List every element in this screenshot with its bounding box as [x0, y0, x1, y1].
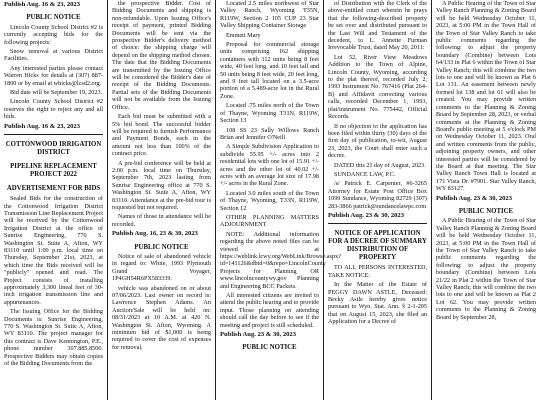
notice-paragraph: A Public Hearing of the Town of Star Valley Ranch Planning & Zoning Board will be held Wednesday October 11, 2023, at 5:00 PM in the Town Hall of the Town of Star Valley Ranch to take public comments regarding the following: to adjust the property boundary (Combine) between Lots 21/22 in Plat 2 within the Town of Star Valley Ranch; this will combine the two lots to one and will be known as Plat 2 Lot 62. You may provide written comments to the Planning & Zoning Board by September 28,: [436, 217, 536, 321]
publish-line: Publish Aug. 16 & 23, 2023: [4, 122, 81, 130]
column-2: [108, 0, 216, 400]
notice-paragraph: A Simple Subdivision Application to subdivide 55.95 +/- acres into 2 residential lots with one lot of 15.91 +/- acres and the other lot of 40.02 +/- acres with an average lot size of 17.98 +/- acres in the Rural Zone.: [220, 143, 319, 188]
section-heading: NOTICE OF APPLICATION FOR A DECREE OF SUMMARY DISTRIBUTION OF PROPERTY: [328, 230, 427, 262]
notice-paragraph: OTHER PLANNING MATTERS ADJOURNMENT: [220, 213, 319, 229]
notice-heading: PUBLIC NOTICE: [134, 243, 189, 251]
notice-paragraph: Lincoln County School District #2 is currently accepting bids for the following projects:: [4, 23, 103, 46]
column-3: [216, 0, 341, 400]
notice-paragraph: Proposal for commercial storage units comprising 162 shipping containers with 112 units being 8 feet wide, 40 feet long, and 10 feet tall and 50 units being 8 feet wide, 20 feet long, and 9 feet tall located on a 3.5-acre portion of a 5.489-acre lot in the Rural Zone.: [220, 41, 319, 100]
notice-paragraph: 108 SS 23 Sally Willows Ranch Brian and Jennifer O'Neill: [220, 126, 319, 141]
notice-paragraph: Snow removal at various District Facilities.: [4, 48, 103, 63]
notice-heading: PUBLIC NOTICE: [26, 14, 81, 22]
notice-paragraph: All interested citizens are invited to attend the public hearing and to provide input. Those planning on attending should call the day before to see if the meeting and project is still scheduled.: [220, 292, 319, 329]
publish-line: Publish Aug. 23 & 30, 2023: [328, 211, 405, 219]
publish-line: Publish Aug. 16, 23 & 30, 2023: [112, 230, 198, 238]
divider: [328, 223, 427, 224]
notice-paragraph: In the Matter of the Estate of PEGGY DAWN ASTLE, Deceased: Becky Astle hereby gives notice pursuant to Wyo. Stat. Ann. § 2-1-205 that on August 15, 2023, she filed an Application for a Decree of: [328, 281, 427, 326]
notice-paragraph: Located 2.5 miles northwest of Star Valley Ranch, Wyoming T35N, R119W, Section 2 105 CUP 23 Star Valley Shipping Container Storage: [220, 0, 319, 30]
notice-paragraph: Bid date will be September 19, 2023.: [10, 89, 103, 97]
column-1: [0, 0, 108, 400]
notice-paragraph: The Issuing Office for the Bidding Documents is: Sunrise Engineering, 770 S. Washington St. Suite A, Afton, WY 83110. The project manager for this contract is Dave Kennington, P.E., phone number 307.885.8500. Prospective Bidders may obtain copies of the Bidding Documents from the: [4, 308, 103, 368]
notice-paragraph: NOTE: Additional information regarding the above noted files can be viewed at https://weblink.lcwy.org/WebLink/Browse.aspx?id=141126&dbid=0&repo=LincolnCounty Projects for Planning OR www.lincolncountywy.gov Planning and Engineering BCC Packets.: [220, 230, 341, 290]
notice-paragraph: /s/ Patrick E. Carpenter, #6-3265 Attorney for Estate Post Office Box 1099 Sundance, Wyoming 82729 (307) 283-3866 patrick@sundancelawpc.com: [328, 180, 427, 210]
notice-paragraph: DATED this 21 day of August, 2023.: [334, 161, 426, 169]
column-4: [324, 0, 432, 400]
notice-paragraph: Each bid must be submitted with a 5% bid bond. The successful bidder will be required to furnish Performance and Payment Bonds, each in the amount not less than 100% of the contract price.: [112, 113, 211, 158]
notice-paragraph: A Public Hearing of the Town of Star Valley Ranch Planning & Zoning Board will be held Wednesday October 11, 2023, at 5:00 PM in the Town Hall of the Town of Star Valley Ranch to take public comments regarding the following: to adjust the property boundary (Combine) between Lots 64/133 in Plat 6 within the Town of Star Valley Ranch; this will combine the two lots to one and will be known as Plat 6 Lot 131. An easement between newly formed lot 138 and lot 61 will also be created. You may provide written comments to the Planning & Zoning Board by September 28, 2023, or verbal comments at the Planning & Zoning Board's public meeting at 5 o'clock PM on Wednesday October 11, 2023. Oral and written comments from the public, adjoining property owners, and other interested parties will be considered by the Board at that meeting. The Star Valley Ranch Town Hall is located at 171 Vista Dr. #7901. Star Valley Ranch, WY 83127.: [436, 0, 536, 193]
notice-paragraph: Lincoln County School District #2 reserves the right to reject any and all bids.: [4, 98, 103, 121]
notice-paragraph: A pre-bid conference will be held at 2:00 p.m. local time on Thursday, September 7th, 2023 lasting from Sunrise Engineering office at 770 S. Washington St. Suite A, Afton, WY 83110. Attendance at the pre-bid tour is requested but not required.: [112, 159, 211, 211]
column-5: [432, 0, 540, 400]
notice-paragraph: TO ALL PERSONS INTERESTED, TAKE NOTICE:: [328, 264, 427, 279]
notice-paragraph: Emmett Mary: [226, 31, 261, 39]
notice-heading: PUBLIC NOTICE: [242, 344, 297, 352]
publish-line: Publish Aug. 23 & 30, 2023: [220, 331, 297, 339]
notice-paragraph: Located 3.0 miles south of the Town of Thayne, Wyoming, T33N, R119W, Section 12: [220, 189, 319, 212]
publish-line: Publish Aug. 16 & 23, 2023: [4, 1, 81, 8]
notice-paragraph: Notice of sale of abandoned vehicle in regard to: White, 1993 Plymouth Grand Voyager, 1P4GH54R6PX583339.: [112, 253, 211, 283]
notice-paragraph: Any interested parties please contact Warren Hicks for details at (307) 887-1800 or by email at whicks@lcsd2.org.: [4, 64, 103, 87]
notice-paragraph: Lot 52, River View Meadows Addition to the Town of Alpine, Lincoln County, Wyoming, according to the plat thereof, recorded July 2, 1993 Instrument No. 767416 (Plat 264-B) and Affidavit correcting various calls, recorded December 1, 1993, plat/instrument No. 775442, Official Records.: [328, 53, 427, 121]
section-heading: ADVERTISEMENT FOR BIDS: [6, 185, 101, 193]
notice-paragraph: the prospective Bidder. Cost of Bidding Documents and shipping is non-refundable. Upon Issuing Office's receipt of payment, printed Bidding Documents will be sent via the prospective Bidder's delivery method of choice: the shipping charge will depend on the shipping method chosen. The date that the Bidding Documents are transmitted by the Issuing Office will be considered the Bidder's date of receipt of the Bidding Documents. Partial sets of the Bidding Documents will not be available from the Issuing Office.: [112, 0, 211, 111]
notice-paragraph: If no objection to the application has been filed within thirty (30) days of the first day of publication, to-wit, August 23, 2023, the Court shall enter such a decree.: [328, 122, 427, 160]
notice-paragraph: of Distribution with the Clerk of the above-entitled court wherein he prays that the following-described property be set over and distributed pursuant to the Last Will and Testament of the decedent, to L. Annette Furman Irrevocable Trust, dated May 20, 2011:: [328, 0, 427, 52]
section-heading: PIPELINE REPLACEMENT PROJECT 2022: [10, 163, 97, 179]
notice-paragraph: Sealed Bids for the construction of the Cottonwood Irrigation District Transmission Line Replacement Project will be received by the Cottonwood Irrigation District at the office of Sunrise Engineering, 770 S. Washington St. Suite A, Afton, WY 83110 until 1:00 p.m. local time on Thursday, September 21st, 2023, at which time the Bids received will be "publicly" opened and read. The Project consists of installing approximately 3,300 lineal feet of 30-inch irrigation transmission line and appurtenances.: [4, 195, 103, 306]
divider: [4, 134, 103, 135]
notice-heading: PUBLIC NOTICE: [458, 207, 514, 215]
notice-paragraph: SUNDANCE LAW, P.C.: [334, 170, 396, 178]
notice-paragraph: Names of those in attendance will be recorded.: [112, 213, 211, 228]
notice-paragraph: vehicle was abandoned on or about 07/06/2023. Last owner on record is: Lawrence Stephen Adams. An Auction/Sale will be held on: 08/31/2023 at 10 A.M. at 420 N. Washington St. Afton, Wyoming. A minimum bid of $1,000 is being required to cover the cost of expenses for removal,: [112, 284, 211, 351]
section-heading: COTTONWOOD IRRIGATION DISTRICT: [5, 141, 102, 157]
notice-paragraph: Located .75 miles north of the Town of Thayne, Wyoming T31N, R119W, Section 13: [220, 102, 319, 125]
publish-line: Publish Aug. 23 & 30, 2023: [436, 194, 513, 202]
